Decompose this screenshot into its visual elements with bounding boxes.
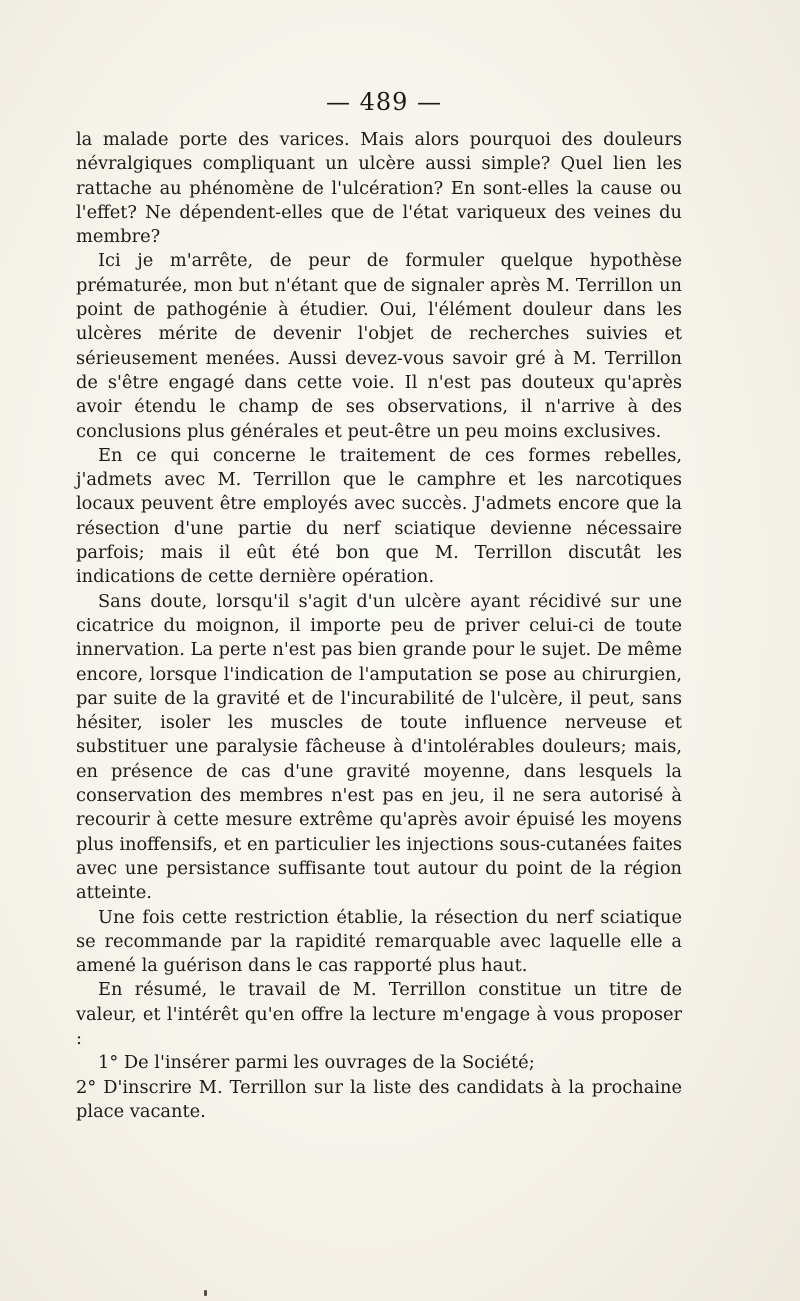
proposal-item-1: 1° De l'insérer parmi les ouvrages de la Société;: [98, 1052, 535, 1074]
paragraph-treatment: En ce qui concerne le traitement de ces formes rebelles, j'admets avec M. Terrillon que le camphre et les narcotiques locaux peuvent être employés avec succès. J'admets encore que la résection d'une partie du nerf sciatique devienne nécessaire parfois; mais il eût été bon que M. Terrillon discutât les indications de cette dernière opération.: [76, 444, 682, 588]
page-number: — 489 —: [325, 88, 443, 116]
page-body-text: [76, 128, 682, 1124]
paragraph-resection-indications: Sans doute, lorsqu'il s'agit d'un ulcère ayant récidivé sur une cicatrice du moignon, il importe peu de priver celui-ci de toute innervation. La perte n'est pas bien grande pour le sujet. De même encore, lorsque l'indication de l'amputation se pose au chirurgien, par suite de la gravité et de l'incurabilité de l'ulcère, il peut, sans hésiter, isoler les muscles de toute influence nerveuse et substituer une paralysie fâcheuse à d'intolérables douleurs; mais, en présence de cas d'une gravité moyenne, dans lesquels la conservation des membres n'est pas en jeu, il ne sera autorisé à recourir à cette mesure extrême qu'après avoir épuisé les moyens plus inoffensifs, et en particulier les injections sous-cutanées faites avec une persistance suffisante tout autour du point de la région atteinte.: [76, 590, 682, 904]
paragraph-restriction: Une fois cette restriction établie, la résection du nerf sciatique se recommande par la rapidité remarquable avec laquelle elle a amené la guérison dans le cas rapporté plus haut.: [76, 906, 682, 977]
paragraph-summary: En résumé, le travail de M. Terrillon constitue un titre de valeur, et l'intérêt qu'en offre la lecture m'engage à vous proposer :: [76, 979, 682, 1049]
paragraph-hypothesis: Ici je m'arrête, de peur de formuler quelque hypothèse prématurée, mon but n'étant que de signaler après M. Terrillon un point de pathogénie à étudier. Oui, l'élément douleur dans les ulcères mérite de devenir l'objet de recherches suivies et sérieusement menées. Aussi devez-vous savoir gré à M. Terrillon de s'être engagé dans cette voie. Il n'est pas douteux qu'après avoir étendu le champ de ses observations, il n'arrive à des conclusions plus générales et peut-être un peu moins exclusives.: [76, 250, 682, 442]
paragraph-continuation: la malade porte des varices. Mais alors pourquoi des douleurs névralgiques compliquant un ulcère aussi simple? Quel lien les rattache au phénomène de l'ulcération? En sont-elles la cause ou l'effet? Ne dépendent-elles que de l'état variqueux des veines du membre?: [76, 129, 682, 248]
proposal-item-2: 2° D'inscrire M. Terrillon sur la liste des candidats à la prochaine place vacante.: [76, 1076, 682, 1122]
ink-speck: [204, 1290, 207, 1296]
